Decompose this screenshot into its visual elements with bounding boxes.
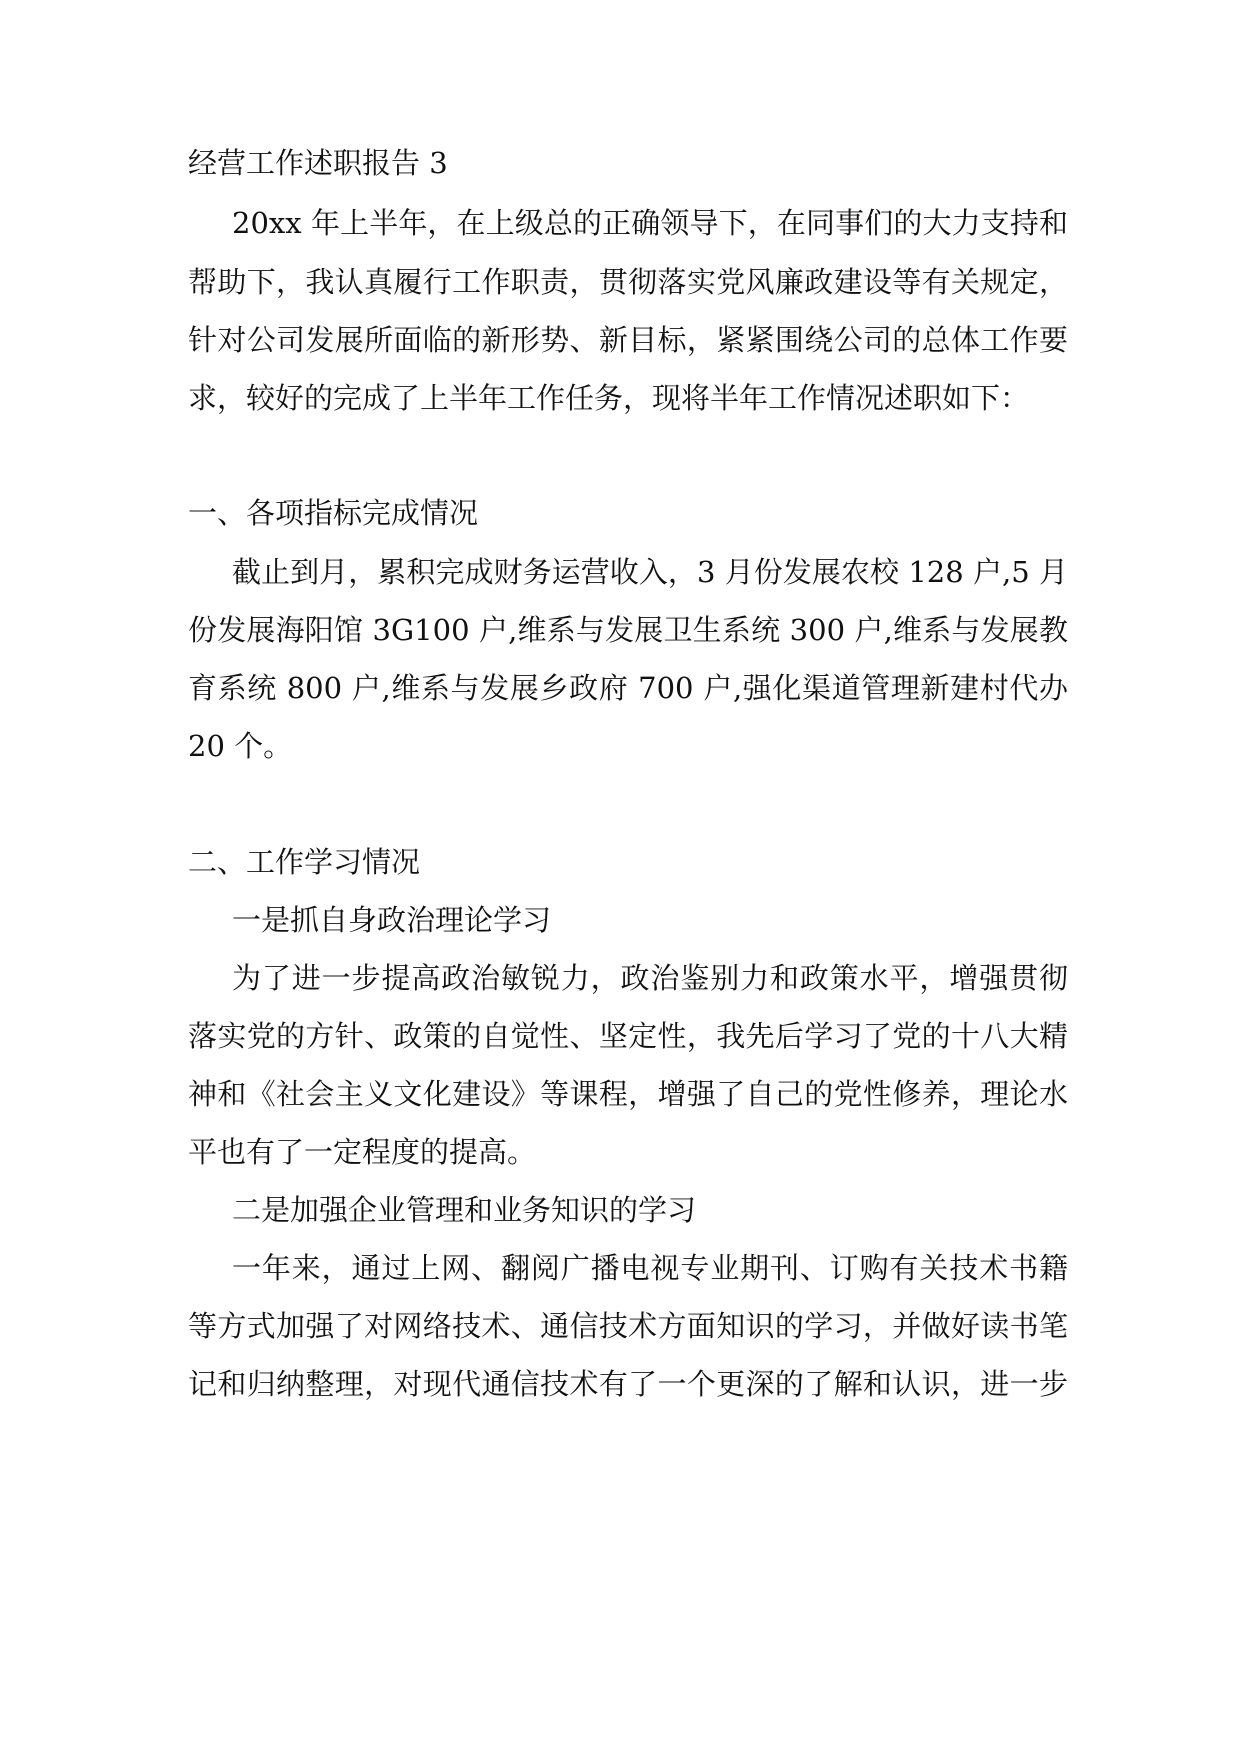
paragraph-line: 记和归纳整理，对现代通信技术有了一个更深的了解和认识，进一步 (188, 1367, 1068, 1401)
intro-line: 求，较好的完成了上半年工作任务，现将半年工作情况述职如下： (188, 381, 1030, 415)
subsection-heading: 一是抓自身政治理论学习 (232, 903, 552, 937)
paragraph-line: 育系统 800 户,维系与发展乡政府 700 户,强化渠道管理新建村代办 (188, 671, 1068, 705)
paragraph-line: 落实党的方针、政策的自觉性、坚定性，我先后学习了党的十八大精 (188, 1019, 1068, 1053)
subsection-heading: 二是加强企业管理和业务知识的学习 (232, 1193, 697, 1227)
paragraph-line: 为了进一步提高政治敏锐力，政治鉴别力和政策水平，增强贯彻 (232, 961, 1068, 995)
intro-line: 针对公司发展所面临的新形势、新目标，紧紧围绕公司的总体工作要 (188, 323, 1068, 357)
paragraph-line: 截止到月，累积完成财务运营收入，3 月份发展农校 128 户,5 月 (232, 555, 1068, 589)
section-heading: 二、工作学习情况 (188, 845, 421, 879)
paragraph-line: 平也有了一定程度的提高。 (188, 1135, 537, 1169)
document-title: 经营工作述职报告 3 (188, 146, 448, 180)
paragraph-line: 一年来，通过上网、翻阅广播电视专业期刊、订购有关技术书籍 (232, 1251, 1068, 1285)
paragraph-line: 等方式加强了对网络技术、通信技术方面知识的学习，并做好读书笔 (188, 1309, 1068, 1343)
intro-line: 帮助下，我认真履行工作职责，贯彻落实党风廉政建设等有关规定， (188, 265, 1068, 299)
section-heading: 一、各项指标完成情况 (188, 496, 479, 530)
paragraph-line: 神和《社会主义文化建设》等课程，增强了自己的党性修养，理论水 (188, 1077, 1068, 1111)
paragraph-line: 20 个。 (188, 729, 293, 763)
paragraph-line: 份发展海阳馆 3G100 户,维系与发展卫生系统 300 户,维系与发展教 (188, 613, 1068, 647)
intro-line: 20xx 年上半年，在上级总的正确领导下，在同事们的大力支持和 (232, 206, 1068, 240)
